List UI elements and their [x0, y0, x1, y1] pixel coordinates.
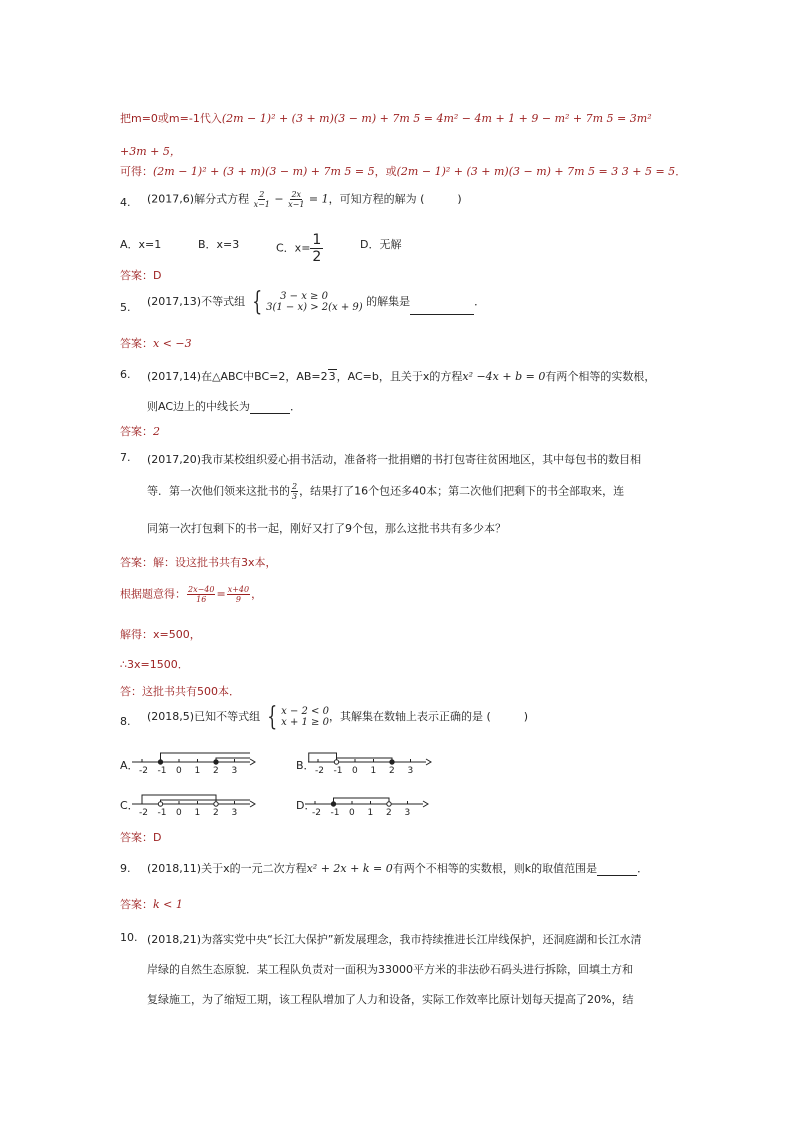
tick-label: 0: [176, 766, 182, 776]
hollow-point: [158, 802, 162, 806]
q8-numberline-b: [308, 744, 433, 776]
tick-label: 3: [231, 808, 238, 818]
q4-minus: −: [274, 192, 284, 206]
q8-numberline-d: [305, 786, 430, 818]
q4-stem: (2017,6)解分式方程: [147, 192, 250, 206]
result-label: 可得：: [120, 165, 153, 178]
solution-line-3: [120, 163, 686, 179]
q10-line-1: (2018,21)为落实党中央“长江大保护”新发展理念，我市持续推进长江岸线保护，还洞庭湖和长江水清: [147, 933, 642, 946]
q7-line-1: (2017,20)我市某校组织爱心捐书活动，准备将一批捐赠的书打包寄往贫困地区，其中每包书的数目相: [147, 453, 642, 466]
q8-numberline-c: [132, 786, 257, 818]
q7-answer-5: 答：这批书共有500本．: [120, 685, 240, 698]
tick-label: -2: [312, 808, 321, 818]
q10-line-2: 岸绿的自然生态原貌．某工程队负责对一面积为33000平方米的非法砂石码头进行拆除，回填土方和: [147, 963, 633, 976]
substitute-text: 把m=0或m=-1代入: [120, 112, 222, 125]
q5-answer-blank: [410, 314, 474, 315]
q4-option-d: D．无解: [360, 238, 402, 251]
tick-label: 1: [194, 808, 201, 818]
q6-answer: 答案：2: [120, 425, 160, 438]
solid-point: [331, 802, 335, 806]
q4-equals: = 1: [308, 192, 329, 206]
solid-point: [158, 760, 162, 764]
q6-line-2: 则AC边上的中线长为 ．: [147, 400, 302, 413]
solution-line-2: +3m + 5，: [120, 145, 181, 158]
q4-stem-end: ，可知方程的解为 ( ): [328, 192, 462, 206]
tick-label: -2: [315, 766, 324, 776]
q7-answer-3: 解得：x=500，: [120, 628, 201, 641]
question-number-8: 8.: [120, 715, 131, 728]
q4-option-c-fraction: $\frac{1}{2}$: [312, 232, 322, 265]
hollow-point: [214, 802, 218, 806]
q9-stem: (2018,11)关于x的一元二次方程: [147, 862, 307, 875]
q7-answer-2: 根据题意得： $\frac{2x-40}{16}$ = $\frac{x+40}{9}$ ，: [120, 585, 263, 604]
tick-label: -1: [330, 808, 340, 818]
q7-answer-4: ∴3x=1500．: [120, 658, 189, 671]
tick-label: 1: [370, 766, 377, 776]
hollow-point: [334, 760, 338, 764]
q9-equation: x² + 2x + k = 0: [306, 862, 393, 875]
q9-answer: 答案：k < 1: [120, 898, 183, 911]
q8-answer: 答案：D: [120, 831, 162, 844]
q6-sqrt: 3: [328, 370, 336, 383]
q9-answer-blank: [597, 875, 637, 876]
axis-arrow-icon: [423, 801, 428, 807]
tick-label: 2: [386, 808, 392, 818]
q7-line-3: 同第一次打包剩下的书一起，刚好又打了9个包，那么这批书共有多少本？: [147, 522, 506, 535]
q7-line-2: 等．第一次他们领来这批书的 $\frac{2}{3}$ ，结果打了16个包还多40本；第二次他们把剩下的书全部取来，连: [147, 482, 625, 501]
expand-expression: (2m − 1)² + (3 + m)(3 − m) + 7m 5 = 4m² − 4m + 1 + 9 − m² + 7m 5 = 3m²: [221, 112, 652, 125]
q6-answer-blank: [250, 413, 290, 414]
axis-arrow-icon: [250, 801, 255, 807]
tick-label: -2: [139, 766, 148, 776]
q5-stem: (2017,13)不等式组: [147, 295, 246, 308]
q5-stem-end: 的解集是: [366, 295, 411, 308]
q4-option-a: A．x=1: [120, 238, 162, 251]
result-or: ，或: [374, 165, 397, 178]
q8-stem: (2018,5)已知不等式组: [147, 710, 261, 723]
tick-label: 1: [194, 766, 201, 776]
q6-stem: (2017,14)在△ABC中BC=2，AB=2: [147, 370, 328, 383]
q6-equation: x² −4x + b = 0: [462, 370, 546, 383]
solution-ray: [334, 798, 390, 804]
tick-label: 3: [407, 766, 414, 776]
tick-label: 2: [213, 766, 219, 776]
question-number-4: 4.: [120, 196, 131, 209]
question-number-6: 6.: [120, 368, 131, 381]
hollow-point: [387, 802, 391, 806]
tick-label: 1: [367, 808, 374, 818]
question-6: (2017,14)在△ABC中BC=2，AB=23，AC=b，且关于x的方程x² −4x + b = 0有两个相等的实数根，: [147, 370, 656, 383]
q4-option-c: C．x= $\frac{1}{2}$: [276, 232, 322, 265]
q8-option-b-label: B．: [296, 759, 315, 772]
question-8: [147, 704, 528, 730]
q10-line-3: 复绿施工，为了缩短工期，该工程队增加了人力和设备，实际工作效率比原计划每天提高了20%，结: [147, 993, 634, 1006]
result-end: ．: [675, 165, 687, 178]
q4-answer: 答案：D: [120, 269, 162, 282]
q8-stem-end: ，其解集在数轴上表示正确的是 ( ): [328, 710, 529, 723]
question-number-7: 7.: [120, 451, 131, 464]
tick-label: 2: [389, 766, 395, 776]
solid-point: [214, 760, 218, 764]
q4-fraction-1: $\frac{2}{x-1}$: [253, 190, 270, 209]
tick-label: 3: [231, 766, 238, 776]
tick-label: -1: [157, 766, 167, 776]
solution-ray: [161, 800, 251, 804]
question-5: (2017,13)不等式组 { 3 − x ≥ 0 3(1 − x) > 2(x + 9) 的解集是 ．: [147, 287, 486, 317]
result-expression-2: (2m − 1)² + (3 + m)(3 − m) + 7m 5 = 3 3 + 5 = 5: [396, 165, 676, 178]
solid-point: [390, 760, 394, 764]
tick-label: 0: [176, 808, 182, 818]
tick-label: 2: [213, 808, 219, 818]
axis-arrow-icon: [426, 759, 431, 765]
q4-option-b: B．x=3: [198, 238, 240, 251]
q5-inequality-system: { 3 − x ≥ 0 3(1 − x) > 2(x + 9): [251, 287, 363, 317]
tick-label: -1: [157, 808, 167, 818]
solution-ray: [216, 758, 250, 762]
q8-option-a-label: A．: [120, 759, 139, 772]
tick-label: -2: [139, 808, 148, 818]
tick-label: 0: [352, 766, 358, 776]
q8-option-d-label: D．: [296, 799, 316, 812]
axis-arrow-icon: [250, 759, 255, 765]
q8-option-c-label: C．: [120, 799, 139, 812]
result-expression-1: (2m − 1)² + (3 + m)(3 − m) + 7m 5 = 5: [153, 165, 375, 178]
solution-line-1: [120, 110, 652, 126]
q7-answer-1: 答案：解：设这批书共有3x本，: [120, 556, 277, 569]
question-number-10: 10.: [120, 931, 138, 944]
question-4: [147, 190, 462, 209]
solution-ray: [337, 758, 393, 762]
q5-answer: 答案：x < −3: [120, 337, 192, 350]
tick-label: 0: [349, 808, 355, 818]
solution-ray: [309, 753, 337, 762]
tick-label: -1: [333, 766, 343, 776]
tick-label: 3: [404, 808, 411, 818]
q4-fraction-2: $\frac{2x}{x-1}$: [288, 190, 305, 209]
q7-fraction: $\frac{2}{3}$: [292, 482, 298, 501]
q8-numberline-a: [132, 744, 257, 776]
question-9: (2018,11)关于x的一元二次方程x² + 2x + k = 0有两个不相等的实数根，则k的取值范围是 ．: [147, 862, 649, 875]
q8-inequality-system: { x − 2 < 0 x + 1 ≥ 0: [266, 702, 329, 732]
question-number-5: 5.: [120, 301, 131, 314]
question-number-9: 9.: [120, 862, 131, 875]
